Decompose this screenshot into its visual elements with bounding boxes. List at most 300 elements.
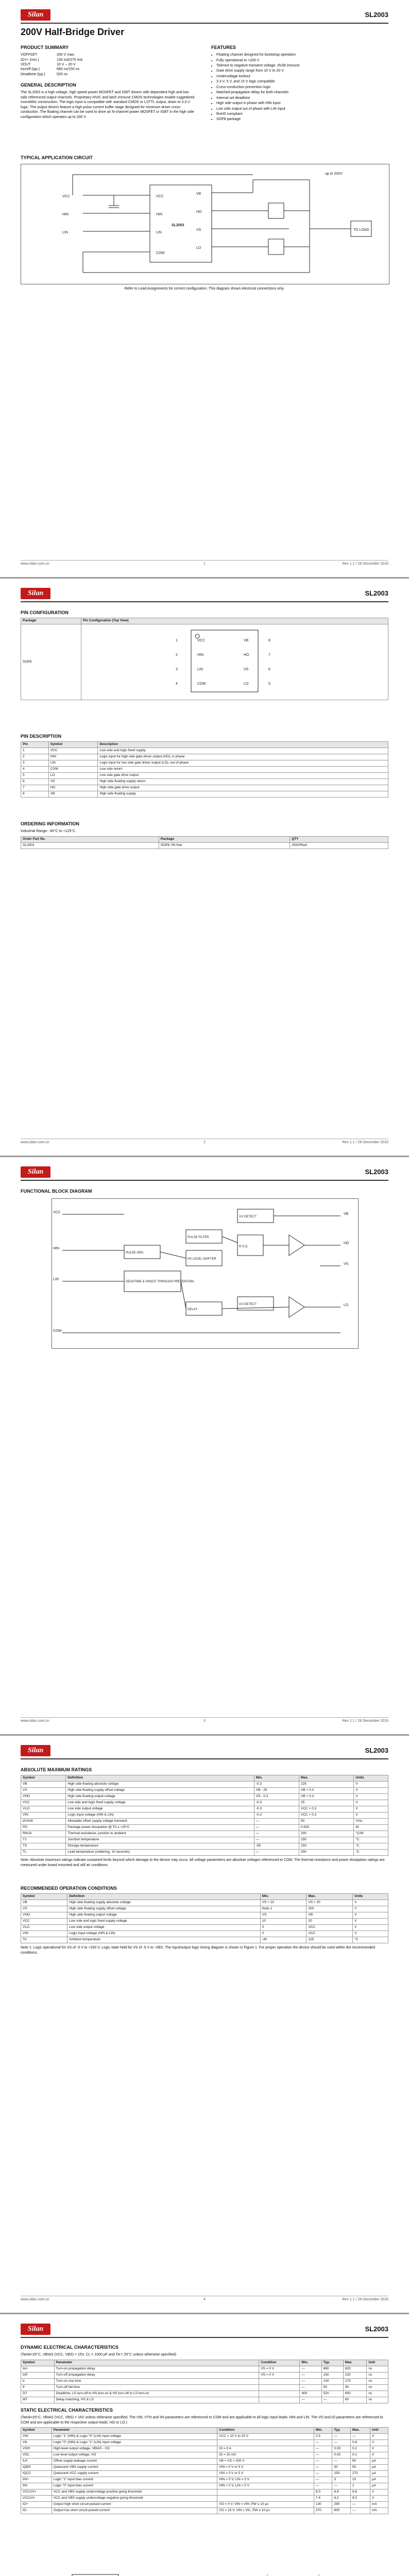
table-cell: Low side output voltage <box>67 1925 261 1931</box>
table-cell: 0.8 <box>350 2440 370 2446</box>
table-row <box>21 1831 388 1837</box>
summary-value: 520 ns <box>57 72 68 76</box>
table-cell: 25 <box>299 1800 354 1806</box>
table-cell: 0.05 <box>332 2446 350 2452</box>
svg-text:LIN: LIN <box>62 231 68 234</box>
table-cell: VCC <box>48 748 98 754</box>
pin-label: LIN <box>53 1278 59 1281</box>
table-cell: VHO <box>21 1912 67 1919</box>
table-cell: — <box>300 2384 321 2391</box>
summary-value: 10 V – 20 V <box>57 63 76 67</box>
table-cell: — <box>314 2477 332 2483</box>
table-cell: 150 <box>332 2471 350 2477</box>
table-cell: — <box>314 2471 332 2477</box>
column-header: Unit <box>367 2360 388 2366</box>
site-link[interactable]: www.silan.com.cn <box>21 1719 49 1723</box>
table-cell: -40 <box>260 1937 306 1943</box>
application-circuit <box>21 164 389 284</box>
table-cell: VCC <box>306 1925 353 1931</box>
column-header: Package <box>159 836 290 842</box>
table-cell: High side floating output voltage <box>66 1794 254 1800</box>
page-title: 200V Half-Bridge Driver <box>21 27 125 37</box>
svg-text:HO: HO <box>196 210 202 214</box>
pin-label: COM <box>53 1329 62 1333</box>
table-row <box>21 2391 388 2397</box>
table-cell: °C <box>354 1843 388 1850</box>
pin-label: COM <box>197 682 206 686</box>
table-cell: 8.9 <box>332 2489 350 2496</box>
page-header <box>21 9 388 24</box>
summary-row <box>21 67 196 72</box>
table-cell: 2 <box>21 754 49 760</box>
table-cell: VCCUV- <box>21 2496 52 2502</box>
table-cell: Logic "1" input bias current <box>52 2477 217 2483</box>
table-cell: V <box>353 1931 388 1937</box>
table-cell: High side floating supply <box>98 791 388 798</box>
table-row <box>21 2372 388 2378</box>
pin-number: 8 <box>268 639 270 643</box>
table-cell: VS <box>21 1906 67 1912</box>
table-cell: VHO <box>21 1794 66 1800</box>
table-cell <box>259 2397 300 2403</box>
page-footer <box>21 2296 388 2303</box>
table-cell: 60 <box>343 2397 366 2403</box>
table-row <box>21 1919 388 1925</box>
table-cell: ton <box>21 2366 55 2372</box>
table-cell: Low side and logic fixed supply voltage <box>66 1800 254 1806</box>
table-row <box>21 1925 388 1931</box>
page-3 <box>0 1157 409 1734</box>
table-cell: PD <box>21 1825 66 1831</box>
pin-label: LIN <box>197 668 203 672</box>
table-cell: Logic "0" input bias current <box>52 2483 217 2489</box>
table-header-row <box>21 1894 388 1900</box>
table-cell: — <box>314 2483 332 2489</box>
table-cell: Low side return <box>98 767 388 773</box>
table-cell: 20 <box>306 1919 353 1925</box>
table-cell: °C <box>353 1937 388 1943</box>
feature-item: • Cross-conduction prevention logic <box>216 85 386 90</box>
table-cell <box>259 2378 300 2384</box>
table-cell: Turn-off fall time <box>54 2384 259 2391</box>
table-cell: Delay matching, HS & LS <box>54 2397 259 2403</box>
page-4 <box>0 1736 409 2313</box>
table-cell: VCC + 0.3 <box>299 1812 354 1819</box>
table-cell: VLO <box>21 1806 66 1812</box>
table-cell: Package power dissipation @ TA ≤ +25°C <box>66 1825 254 1831</box>
table-row <box>21 2465 388 2471</box>
pin-number: 2 <box>176 653 178 657</box>
feature-item: • SOP8 package <box>216 117 386 122</box>
table-cell: 400 <box>300 2391 321 2397</box>
table-cell: 90 <box>343 2384 366 2391</box>
table-cell: IO = 20 mA <box>217 2452 314 2459</box>
pin-label: LO <box>344 1303 349 1307</box>
table-cell: μA <box>370 2483 388 2489</box>
table-cell: 3 <box>332 2477 350 2483</box>
column-header: Max. <box>343 2360 366 2366</box>
table-cell: 1 <box>21 748 49 754</box>
ordering-table <box>21 836 388 849</box>
functional-block-diagram <box>52 1198 359 1349</box>
table-row <box>21 1819 388 1825</box>
pin-label: VB <box>244 639 249 643</box>
table-row <box>21 1812 388 1819</box>
table-row <box>21 1800 388 1806</box>
table-cell: tr <box>21 2378 55 2384</box>
table-cell: 3 <box>21 760 49 767</box>
table-cell: — <box>300 2378 321 2384</box>
table-cell: VB + 0.3 <box>299 1794 354 1800</box>
pin-number: 3 <box>176 668 178 672</box>
table-cell: Logic "0" (HIN) & Logic "1" (LIN) input voltage <box>52 2440 217 2446</box>
recommended-operation: RECOMMENDED OPERATION CONDITIONS Symbol Definition Min. Max. Units VB High side floating supply absolute voltage VS + 10 VS + 20 V VS High side floating supply offset voltage Note 1 200 V VHO High side floating output voltage VS VB V VCC Low side and logic fixed supply voltage 10 20 V VLO Low side output voltage 0 VCC V VIN Logic input voltage (HIN & LIN) 0 VCC V TA Ambient temperature -40 125 °C Note 1: Logic operational for VS of -5 V to +200 V. Logic state held for VS of -5 V to -VBS. The input/output logic timing diagram is shown in Figure 1. For proper operation the device should be used within the recommended conditions. <box>21 1885 388 1957</box>
column-header: Symbol <box>21 2428 52 2434</box>
table-cell: — <box>254 1819 299 1825</box>
table-cell: — <box>254 1825 299 1831</box>
table-cell: IIN- <box>21 2483 52 2489</box>
summary-row <box>21 58 196 62</box>
part-number: SL2003 <box>365 1747 388 1754</box>
table-cell: LIN <box>48 760 98 767</box>
column-header: Units <box>353 1894 388 1900</box>
column-header: Min. <box>260 1894 306 1900</box>
product-summary: PRODUCT SUMMARY VOFFSET 200 V max. IO+/- (min.) 130 mA/270 mA VOUT 10 V – 20 V ton/off (typ.) 680 ns/150 ns Deadtime (typ.) 520 ns GENERAL DESCRIPTION The SL2003 is a high voltage, high speed power MOSFET and IGBT drivers with dependent high and low side referenced output channels. Proprietary HVIC and latch immune CMOS technologies enable ruggedized monolithic construction. The logic input is compatible with standard CMOS or LSTTL output, down to 3.3 V logic. The output drivers feature a high pulse current buffer stage designed for minimum driver cross-conduction. The floating channel can be used to drive an N-channel power MOSFET or IGBT in the high side configuration which operates up to 200 V. <box>21 44 196 122</box>
table-cell: VS = 0 V <box>259 2372 300 2378</box>
summary-value: 680 ns/150 ns <box>57 67 79 72</box>
table-row <box>21 1900 388 1906</box>
block-label: R S Q <box>239 1245 248 1248</box>
table-cell: Turn-on propagation delay <box>54 2366 259 2372</box>
table-cell: Low side gate drive output <box>98 773 388 779</box>
table-cell: VCC <box>21 1800 66 1806</box>
column-header: Max. <box>350 2428 370 2434</box>
figure-1 <box>21 2569 196 2576</box>
table-cell: — <box>300 2366 321 2372</box>
pin-number: 7 <box>268 653 270 657</box>
table-cell: V <box>370 2440 388 2446</box>
feature-item: • Undervoltage lockout <box>216 74 386 79</box>
table-cell: IO- <box>21 2508 52 2514</box>
dynamic-table <box>21 2360 388 2403</box>
table-cell: Low side and logic fixed supply <box>98 748 388 754</box>
feature-item: • Gate drive supply range from 10 V to 20 V <box>216 69 386 73</box>
static-table <box>21 2427 388 2514</box>
table-cell: -0.3 <box>254 1782 299 1788</box>
table-cell: 125 <box>306 1937 353 1943</box>
site-link[interactable]: www.silan.com.cn <box>21 1141 49 1144</box>
pin-label: VCC <box>197 639 205 643</box>
table-cell: — <box>332 2459 350 2465</box>
table-cell: IQCC <box>21 2471 52 2477</box>
table-cell: 0.02 <box>332 2452 350 2459</box>
table-cell: V <box>370 2489 388 2496</box>
table-cell: IIN+ <box>21 2477 52 2483</box>
table-cell: — <box>350 2508 370 2514</box>
silan-logo: Silan <box>21 9 50 21</box>
table-cell: V <box>353 1906 388 1912</box>
table-row <box>21 748 388 754</box>
table-header-row <box>21 2360 388 2366</box>
column-header: Symbol <box>21 2360 55 2366</box>
table-cell: 10 <box>350 2477 370 2483</box>
table-cell: — <box>254 1831 299 1837</box>
table-cell: V <box>354 1782 388 1788</box>
table-cell: VIN <box>21 1931 67 1937</box>
table-row <box>21 773 388 779</box>
revision: Rev 1.1 / 28 December 2016 <box>342 1141 388 1144</box>
table-header-row <box>21 836 388 842</box>
table-row <box>21 1837 388 1843</box>
table-cell: 0 <box>260 1925 306 1931</box>
site-link[interactable]: www.silan.com.cn <box>21 2298 49 2301</box>
static-characteristics: STATIC ELECTRICAL CHARACTERISTICS (Tamb=25°C, VBIAS (VCC, VBS) = 15V unless otherwise specified. The VIN, VTH and IIN parameters are referenced to COM and are applicable to all logic input leads: HIN and LIN. The VO and IO parameters are referenced to COM and are applicable to the respective output leads: HO or LO.) Symbol Parameter Condition Min. Typ. Max. Unit VIH Logic "1" (HIN) & Logic "0" (LIN) input voltage VCC = 10 V to 20 V 2.5 — — V VIL Logic "0" (HIN) & Logic "1" (LIN) input voltage — — 0.8 V VOH High level output voltage, VBIAS - VO IO = 0 A — 0.05 0.2 V VOL Low level output voltage, VO IO = 20 mA — 0.02 0.1 V ILK Offset supply leakage current VB = VS = 200 V — — 50 μA IQBS Quiescent VBS supply current VIN = 0 V or 5 V — 30 55 μA IQCC Quiescent VCC supply current VIN = 0 V or 5 V — 150 270 μA IIN+ Logic "1" input bias current HIN = 5 V, LIN = 0 V — 3 10 μA IIN- Logic "0" input bias current HIN = 0 V, LIN = 5 V — — 1 μA VCCUV+ VCC and VBS supply undervoltage positive going threshold 8.0 8.9 9.8 V VCCUV- VCC and VBS supply undervoltage negative going threshold 7.4 8.2 9.0 V IO+ Output high short circuit pulsed current VO = 0 V, VIN = VIH, PW ≤ 10 μs 130 290 — mA IO- Output low short circuit pulsed current VO = 15 V, VIN = VIL, PW ≤ 10 μs 270 600 — mA <box>21 2407 388 2514</box>
summary-row <box>21 72 196 77</box>
pin-label: VS <box>344 1262 349 1266</box>
table-cell: 150 <box>299 1843 354 1850</box>
column-header: Min. <box>314 2428 332 2434</box>
part-number: SL2003 <box>365 2325 388 2333</box>
table-cell: 8.0 <box>314 2489 332 2496</box>
page-header <box>21 588 388 602</box>
column-header: Definition <box>67 1894 261 1900</box>
summary-value: 200 V max. <box>57 53 75 57</box>
page-number: 3 <box>203 1719 206 1723</box>
table-row <box>21 1912 388 1919</box>
table-cell: 600 <box>332 2508 350 2514</box>
product-summary-rows <box>21 53 196 77</box>
table-cell: VCC <box>21 1919 67 1925</box>
pin-label: VCC <box>53 1211 61 1214</box>
table-cell: TL <box>21 1850 66 1856</box>
table-cell: ns <box>367 2384 388 2391</box>
table-cell: 130 <box>314 2502 332 2508</box>
block-label: PULSE FILTER <box>188 1236 209 1239</box>
table-cell: — <box>332 2483 350 2489</box>
block-label: UV DETECT <box>239 1215 257 1218</box>
feature-item: • 3.3 V, 5 V, and 15 V logic compatible <box>216 79 386 84</box>
table-cell: Logic input voltage (HIN & LIN) <box>67 1931 261 1937</box>
functional-block-diagram-title: FUNCTIONAL BLOCK DIAGRAM <box>21 1189 92 1194</box>
table-cell: 820 <box>343 2366 366 2372</box>
table-cell: VCC + 0.3 <box>299 1806 354 1812</box>
table-cell: VCC and VBS supply undervoltage positive going threshold <box>52 2489 217 2496</box>
table-cell: Storage temperature <box>66 1843 254 1850</box>
table-cell: μA <box>370 2477 388 2483</box>
svg-text:VCC: VCC <box>62 195 70 198</box>
column-header: Condition <box>217 2428 314 2434</box>
feature-item: • Internal set deadtime <box>216 96 386 100</box>
part-number: SL2003 <box>365 11 388 19</box>
table-cell: °C <box>354 1850 388 1856</box>
table-row <box>21 2440 388 2446</box>
table-header-row <box>21 742 388 748</box>
table-cell: HIN = 5 V, LIN = 0 V <box>217 2477 314 2483</box>
feature-item: • Low side output out of phase with LIN input <box>216 107 386 111</box>
table-cell: 0.2 <box>350 2446 370 2452</box>
table-cell: Offset supply leakage current <box>52 2459 217 2465</box>
typical-application: TYPICAL APPLICATION CIRCUIT <box>21 155 93 160</box>
pin-config-table: Package Pin Configuration (Top View) SOP8 1 VCC 2 HIN 3 LIN 4 COM 8 VB 7 HO 6 VS 5 LO <box>21 618 388 700</box>
block-label: DEADTIME & SHOOT-THROUGH PREVENTION <box>126 1280 194 1283</box>
table-cell: VB <box>48 791 98 798</box>
table-cell: IO+ <box>21 2502 52 2508</box>
table-cell: High side gate drive output <box>98 785 388 791</box>
pin-label: HO <box>344 1242 349 1245</box>
table-cell: VS <box>21 1788 66 1794</box>
feature-item: • Matched propagation delay for both channels <box>216 90 386 95</box>
table-cell: V <box>354 1812 388 1819</box>
table-cell: High side floating supply return <box>98 779 388 785</box>
page-2 <box>0 579 409 1156</box>
table-row <box>21 842 388 849</box>
table-cell: ns <box>367 2397 388 2403</box>
summary-row <box>21 53 196 57</box>
application-circuit-diagram <box>21 164 389 284</box>
column-header: Order Part No. <box>21 836 159 842</box>
page-header <box>21 1166 388 1181</box>
table-cell: VIN = 0 V or 5 V <box>217 2471 314 2477</box>
table-row <box>21 2434 388 2440</box>
block-diagram-svg <box>52 1199 358 1348</box>
column-header: Unit <box>370 2428 388 2434</box>
table-cell: 50 <box>350 2459 370 2465</box>
abs-max-table <box>21 1775 388 1856</box>
feature-item: • RoHS compliant <box>216 112 386 116</box>
summary-key: VOFFSET <box>21 53 38 57</box>
table-row <box>21 2378 388 2384</box>
table-cell: 225 <box>299 1782 354 1788</box>
table-cell: TJ <box>21 1837 66 1843</box>
svg-text:HIN: HIN <box>156 213 163 216</box>
column-header: Symbol <box>21 1894 67 1900</box>
table-row <box>21 2496 388 2502</box>
table-cell: 200 <box>306 1906 353 1912</box>
table-cell: 50 <box>299 1819 354 1825</box>
table-cell: COM <box>48 767 98 773</box>
column-header: Symbol <box>48 742 98 748</box>
table-cell: Output low short circuit pulsed current <box>52 2508 217 2514</box>
general-description: The SL2003 is a high voltage, high speed power MOSFET and IGBT drivers with dependent high and low side referenced output channels. Proprietary HVIC and latch immune CMOS technologies enable ruggedized monolithic construction. The logic input is compatible with standard CMOS or LSTTL output, down to 3.3 V logic. The output drivers feature a high pulse current buffer stage designed for minimum driver cross-conduction. The floating channel can be used to drive an N-channel power MOSFET or IGBT in the high side configuration which operates up to 200 V. <box>21 91 195 119</box>
table-cell: VB <box>21 1900 67 1906</box>
table-cell: μA <box>370 2465 388 2471</box>
table-cell: 220 <box>343 2372 366 2378</box>
table-cell: VB = VS = 200 V <box>217 2459 314 2465</box>
column-header: Typ. <box>321 2360 343 2366</box>
table-cell <box>217 2496 314 2502</box>
table-cell: -0.3 <box>254 1806 299 1812</box>
table-cell: Lead temperature (soldering, 10 seconds) <box>66 1850 254 1856</box>
table-cell <box>217 2489 314 2496</box>
table-cell: μA <box>370 2459 388 2465</box>
table-cell: Logic input for high side gate driver output (HO), in phase <box>98 754 388 760</box>
table-cell: toff <box>21 2372 55 2378</box>
table-cell: V <box>354 1806 388 1812</box>
table-cell: V/ns <box>354 1819 388 1825</box>
column-header: Condition <box>259 2360 300 2366</box>
table-cell: VIN <box>21 1812 66 1819</box>
table-row <box>21 1806 388 1812</box>
table-row <box>21 2508 388 2514</box>
block-label: HV LEVEL SHIFTER <box>188 1258 216 1261</box>
table-row <box>21 767 388 773</box>
table-cell: Turn-on rise time <box>54 2378 259 2384</box>
table-cell: High side floating absolute voltage <box>66 1782 254 1788</box>
table-cell: 520 <box>321 2391 343 2397</box>
table-row <box>21 1850 388 1856</box>
page-number: 1 <box>203 562 206 566</box>
table-cell: VCCUV+ <box>21 2489 52 2496</box>
table-cell: 150 <box>299 1837 354 1843</box>
column-header: Max. <box>306 1894 353 1900</box>
table-cell: 4 <box>21 767 49 773</box>
svg-text:VS: VS <box>196 228 201 232</box>
table-cell: High level output voltage, VBIAS - VO <box>52 2446 217 2452</box>
svg-text:TO LOAD: TO LOAD <box>353 228 369 232</box>
page-header <box>21 1745 388 1759</box>
table-cell: VS - 0.3 <box>254 1794 299 1800</box>
column-header: Units <box>354 1775 388 1782</box>
svg-text:HIN: HIN <box>62 213 69 216</box>
table-cell: 9.0 <box>350 2496 370 2502</box>
table-cell: ns <box>367 2391 388 2397</box>
table-cell: VIL <box>21 2440 52 2446</box>
block-label: PULSE GEN <box>126 1251 144 1255</box>
svg-text:LIN: LIN <box>156 231 162 234</box>
feature-item: • Floating channel designed for bootstrap operation <box>216 53 386 57</box>
table-cell: Output high short circuit pulsed current <box>52 2502 217 2508</box>
revision: Rev 1.1 / 28 December 2016 <box>342 1719 388 1723</box>
table-cell: 270 <box>314 2508 332 2514</box>
table-cell: VB - 25 <box>254 1788 299 1794</box>
table-cell: 30 <box>332 2465 350 2471</box>
page-5 <box>0 2314 409 2576</box>
svg-text:SL2003: SL2003 <box>172 224 184 227</box>
pin-label: HIN <box>197 653 204 657</box>
svg-text:up to 200V: up to 200V <box>325 172 343 176</box>
table-cell: 2.5 <box>314 2434 332 2440</box>
table-cell: -55 <box>254 1843 299 1850</box>
table-cell: — <box>254 1837 299 1843</box>
rec-op-table <box>21 1893 388 1943</box>
page-footer <box>21 1139 388 1146</box>
block-label: DELAY <box>188 1308 198 1311</box>
table-cell <box>259 2384 300 2391</box>
page-footer <box>21 560 388 568</box>
summary-key: Deadtime (typ.) <box>21 72 45 76</box>
column-header: Min. <box>300 2360 321 2366</box>
table-cell: Note 1 <box>260 1906 306 1912</box>
table-cell: V <box>353 1925 388 1931</box>
table-cell: 7 <box>21 785 49 791</box>
table-cell: VOL <box>21 2452 52 2459</box>
silan-logo: Silan <box>21 1745 50 1756</box>
table-cell: — <box>314 2446 332 2452</box>
table-cell: 650 <box>343 2391 366 2397</box>
part-number: SL2003 <box>365 589 388 597</box>
table-cell: 0.1 <box>350 2452 370 2459</box>
table-row <box>21 760 388 767</box>
table-cell: — <box>350 2502 370 2508</box>
table-cell: SOP8, Pb free <box>159 842 290 849</box>
table-cell: VS + 10 <box>260 1900 306 1906</box>
table-cell: Junction temperature <box>66 1837 254 1843</box>
column-header: Symbol <box>21 1775 66 1782</box>
column-header: Parameter <box>52 2428 217 2434</box>
site-link[interactable]: www.silan.com.cn <box>21 562 49 566</box>
column-header: Pin <box>21 742 49 748</box>
table-cell: TA <box>21 1937 67 1943</box>
